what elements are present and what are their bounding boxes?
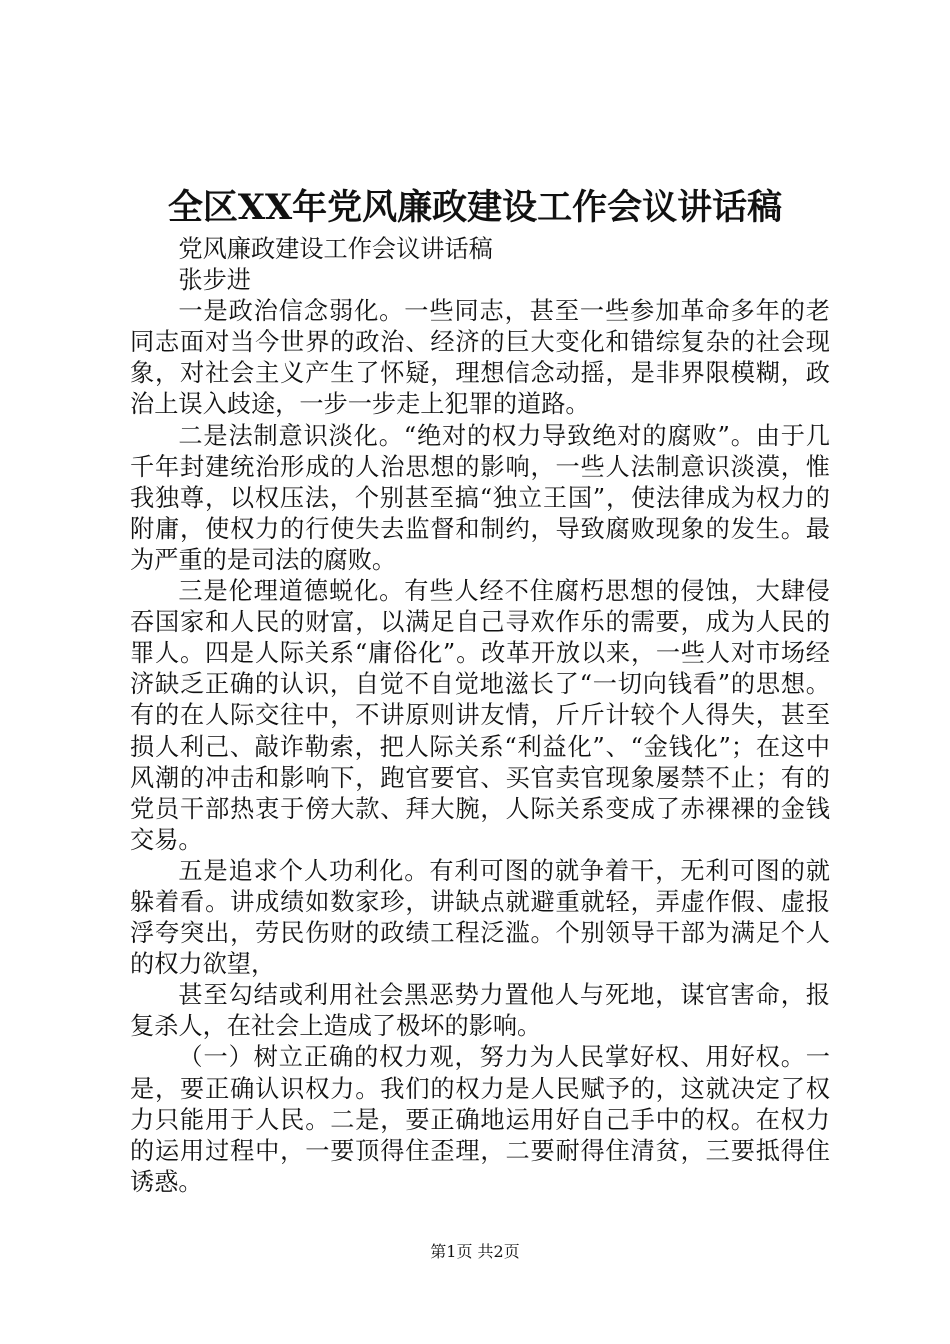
paragraph-author: 张步进 bbox=[178, 266, 251, 295]
paragraph-2: 二是法制意识淡化。“绝对的权力导致绝对的腐败”。由于几千年封建统治形成的人治思想的影响，一些人法制意识淡漠，惟我独尊，以权压法，个别甚至搞“独立王国”，使法律成为权力的附庸，使权力的行使失去监督和制约，导致腐败现象的发生。最为严重的是司法的腐败。 bbox=[130, 421, 830, 574]
document-body bbox=[130, 234, 830, 1198]
paragraph-3: 三是伦理道德蜕化。有些人经不住腐朽思想的侵蚀，大肆侵吞国家和人民的财富，以满足自己寻欢作乐的需要，成为人民的罪人。四是人际关系“庸俗化”。改革开放以来，一些人对市场经济缺乏正确的认识，自觉不自觉地滋长了“一切向钱看”的思想。有的在人际交往中，不讲原则讲友情，斤斤计较个人得失，甚至损人利己、敲诈勒索，把人际关系“利益化”、“金钱化”；在这中风潮的冲击和影响下，跑官要官、买官卖官现象屡禁不止；有的党员干部热衷于傍大款、拜大腕，人际关系变成了赤裸裸的金钱交易。 bbox=[130, 577, 830, 854]
paragraph-4: 五是追求个人功利化。有利可图的就争着干，无利可图的就躲着看。讲成绩如数家珍，讲缺点就避重就轻，弄虚作假、虚报浮夸突出，劳民伤财的政绩工程泛滥。个别领导干部为满足个人的权力欲望， bbox=[130, 856, 830, 979]
page-footer: 第1页 共2页 bbox=[430, 1242, 520, 1261]
paragraph-6: （一）树立正确的权力观，努力为人民掌好权、用好权。一是，要正确认识权力。我们的权力是人民赋予的，这就决定了权力只能用于人民。二是，要正确地运用好自己手中的权。在权力的运用过程中，一要顶得住歪理，二要耐得住清贫，三要抵得住诱惑。 bbox=[130, 1043, 830, 1196]
paragraph-subtitle: 党风廉政建设工作会议讲话稿 bbox=[178, 235, 493, 263]
document-title: 全区XX年党风廉政建设工作会议讲话稿 bbox=[167, 187, 783, 228]
paragraph-5: 甚至勾结或利用社会黑恶势力置他人与死地，谋官害命，报复杀人，在社会上造成了极坏的影响。 bbox=[130, 981, 830, 1041]
paragraph-1: 一是政治信念弱化。一些同志，甚至一些参加革命多年的老同志面对当今世界的政治、经济的巨大变化和错综复杂的社会现象，对社会主义产生了怀疑，理想信念动摇，是非界限模糊，政治上误入歧途，一步一步走上犯罪的道路。 bbox=[130, 297, 830, 419]
